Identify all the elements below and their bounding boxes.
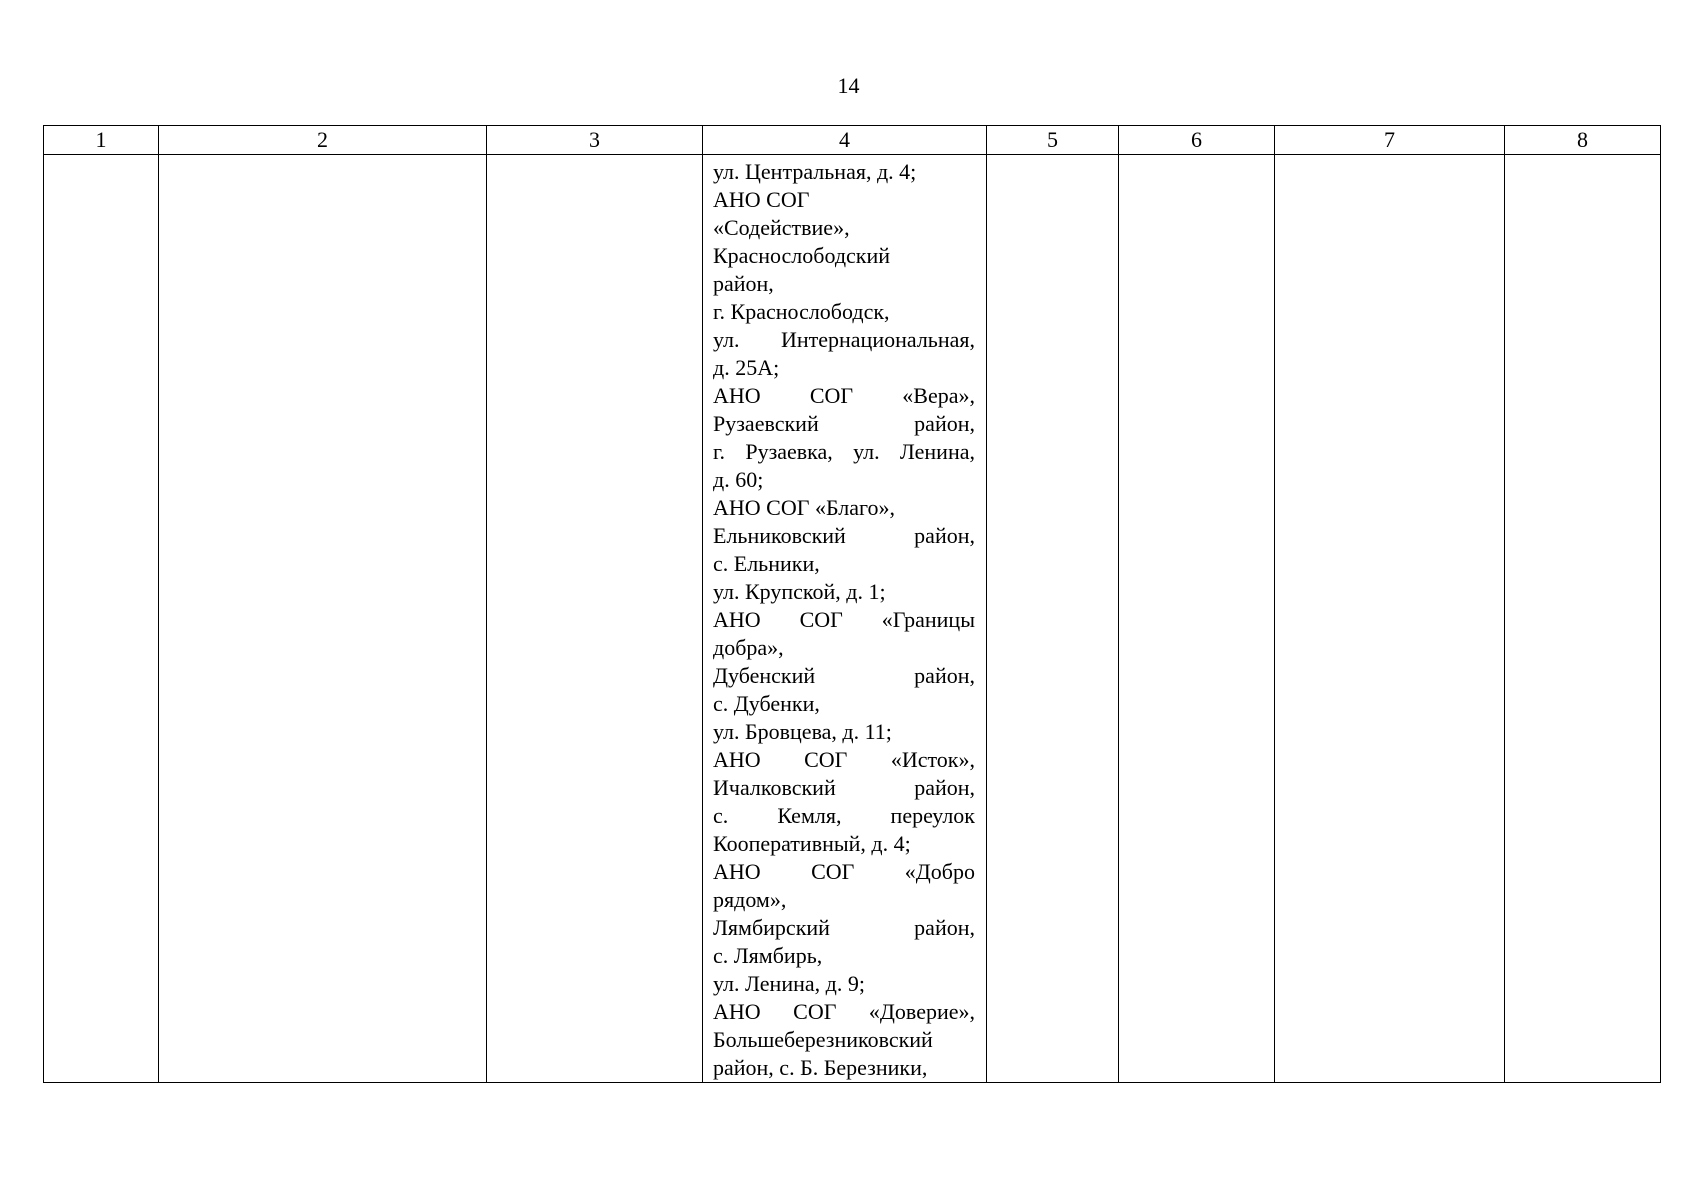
table-cell-col-1 — [44, 155, 159, 1083]
address-line: д. 60; — [713, 467, 764, 492]
table-cell-col-4 — [703, 155, 987, 1083]
column-header-3: 3 — [487, 126, 703, 155]
address-line: Дубенский район, — [713, 663, 975, 688]
address-line: с. Лямбирь, — [713, 943, 823, 968]
address-line: АНО СОГ «Добро — [713, 859, 975, 884]
address-line: ул. Крупской, д. 1; — [713, 579, 886, 604]
address-line: рядом», — [713, 887, 787, 912]
table-cell-col-5 — [987, 155, 1119, 1083]
table-cell-col-7 — [1275, 155, 1505, 1083]
address-line: ул. Ленина, д. 9; — [713, 971, 865, 996]
address-line: АНО СОГ «Благо», — [713, 495, 896, 520]
address-line: Ельниковский район, — [713, 523, 975, 548]
address-line: район, — [713, 271, 774, 296]
address-line: д. 25А; — [713, 355, 780, 380]
column-header-6: 6 — [1119, 126, 1275, 155]
table-row — [44, 155, 1661, 1083]
address-line: «Содействие», — [713, 215, 850, 240]
address-line: добра», — [713, 635, 784, 660]
column-header-7: 7 — [1275, 126, 1505, 155]
address-line: АНО СОГ — [713, 187, 810, 212]
column-header-8: 8 — [1505, 126, 1661, 155]
address-line: ул. Центральная, д. 4; — [713, 159, 917, 184]
column-header-1: 1 — [44, 126, 159, 155]
document-table — [43, 125, 1661, 1083]
address-line: район, с. Б. Березники, — [713, 1055, 928, 1080]
address-line: Краснослободский — [713, 243, 891, 268]
address-list — [703, 155, 986, 1082]
page-number: 14 — [837, 73, 860, 98]
address-line: АНО СОГ «Границы — [713, 607, 975, 632]
address-line: Большеберезниковский — [713, 1027, 933, 1052]
column-header-2: 2 — [159, 126, 487, 155]
table-header-row — [44, 126, 1661, 155]
address-line: ул. Интернациональная, — [713, 327, 975, 352]
address-line: г. Рузаевка, ул. Ленина, — [713, 439, 975, 464]
address-line: Кооперативный, д. 4; — [713, 831, 911, 856]
address-line: г. Краснослободск, — [713, 299, 890, 324]
address-line: с. Ельники, — [713, 551, 820, 576]
address-line: Рузаевский район, — [713, 411, 975, 436]
address-line: ул. Бровцева, д. 11; — [713, 719, 892, 744]
table-cell-col-2 — [159, 155, 487, 1083]
address-line: с. Кемля, переулок — [713, 803, 975, 828]
address-line: Ичалковский район, — [713, 775, 975, 800]
table-cell-col-8 — [1505, 155, 1661, 1083]
address-line: АНО СОГ «Исток», — [713, 747, 975, 772]
address-line: АНО СОГ «Вера», — [713, 383, 975, 408]
column-header-4: 4 — [703, 126, 987, 155]
address-line: Лямбирский район, — [713, 915, 975, 940]
table-cell-col-3 — [487, 155, 703, 1083]
table-cell-col-6 — [1119, 155, 1275, 1083]
address-line: АНО СОГ «Доверие», — [713, 999, 975, 1024]
column-header-5: 5 — [987, 126, 1119, 155]
address-line: с. Дубенки, — [713, 691, 820, 716]
